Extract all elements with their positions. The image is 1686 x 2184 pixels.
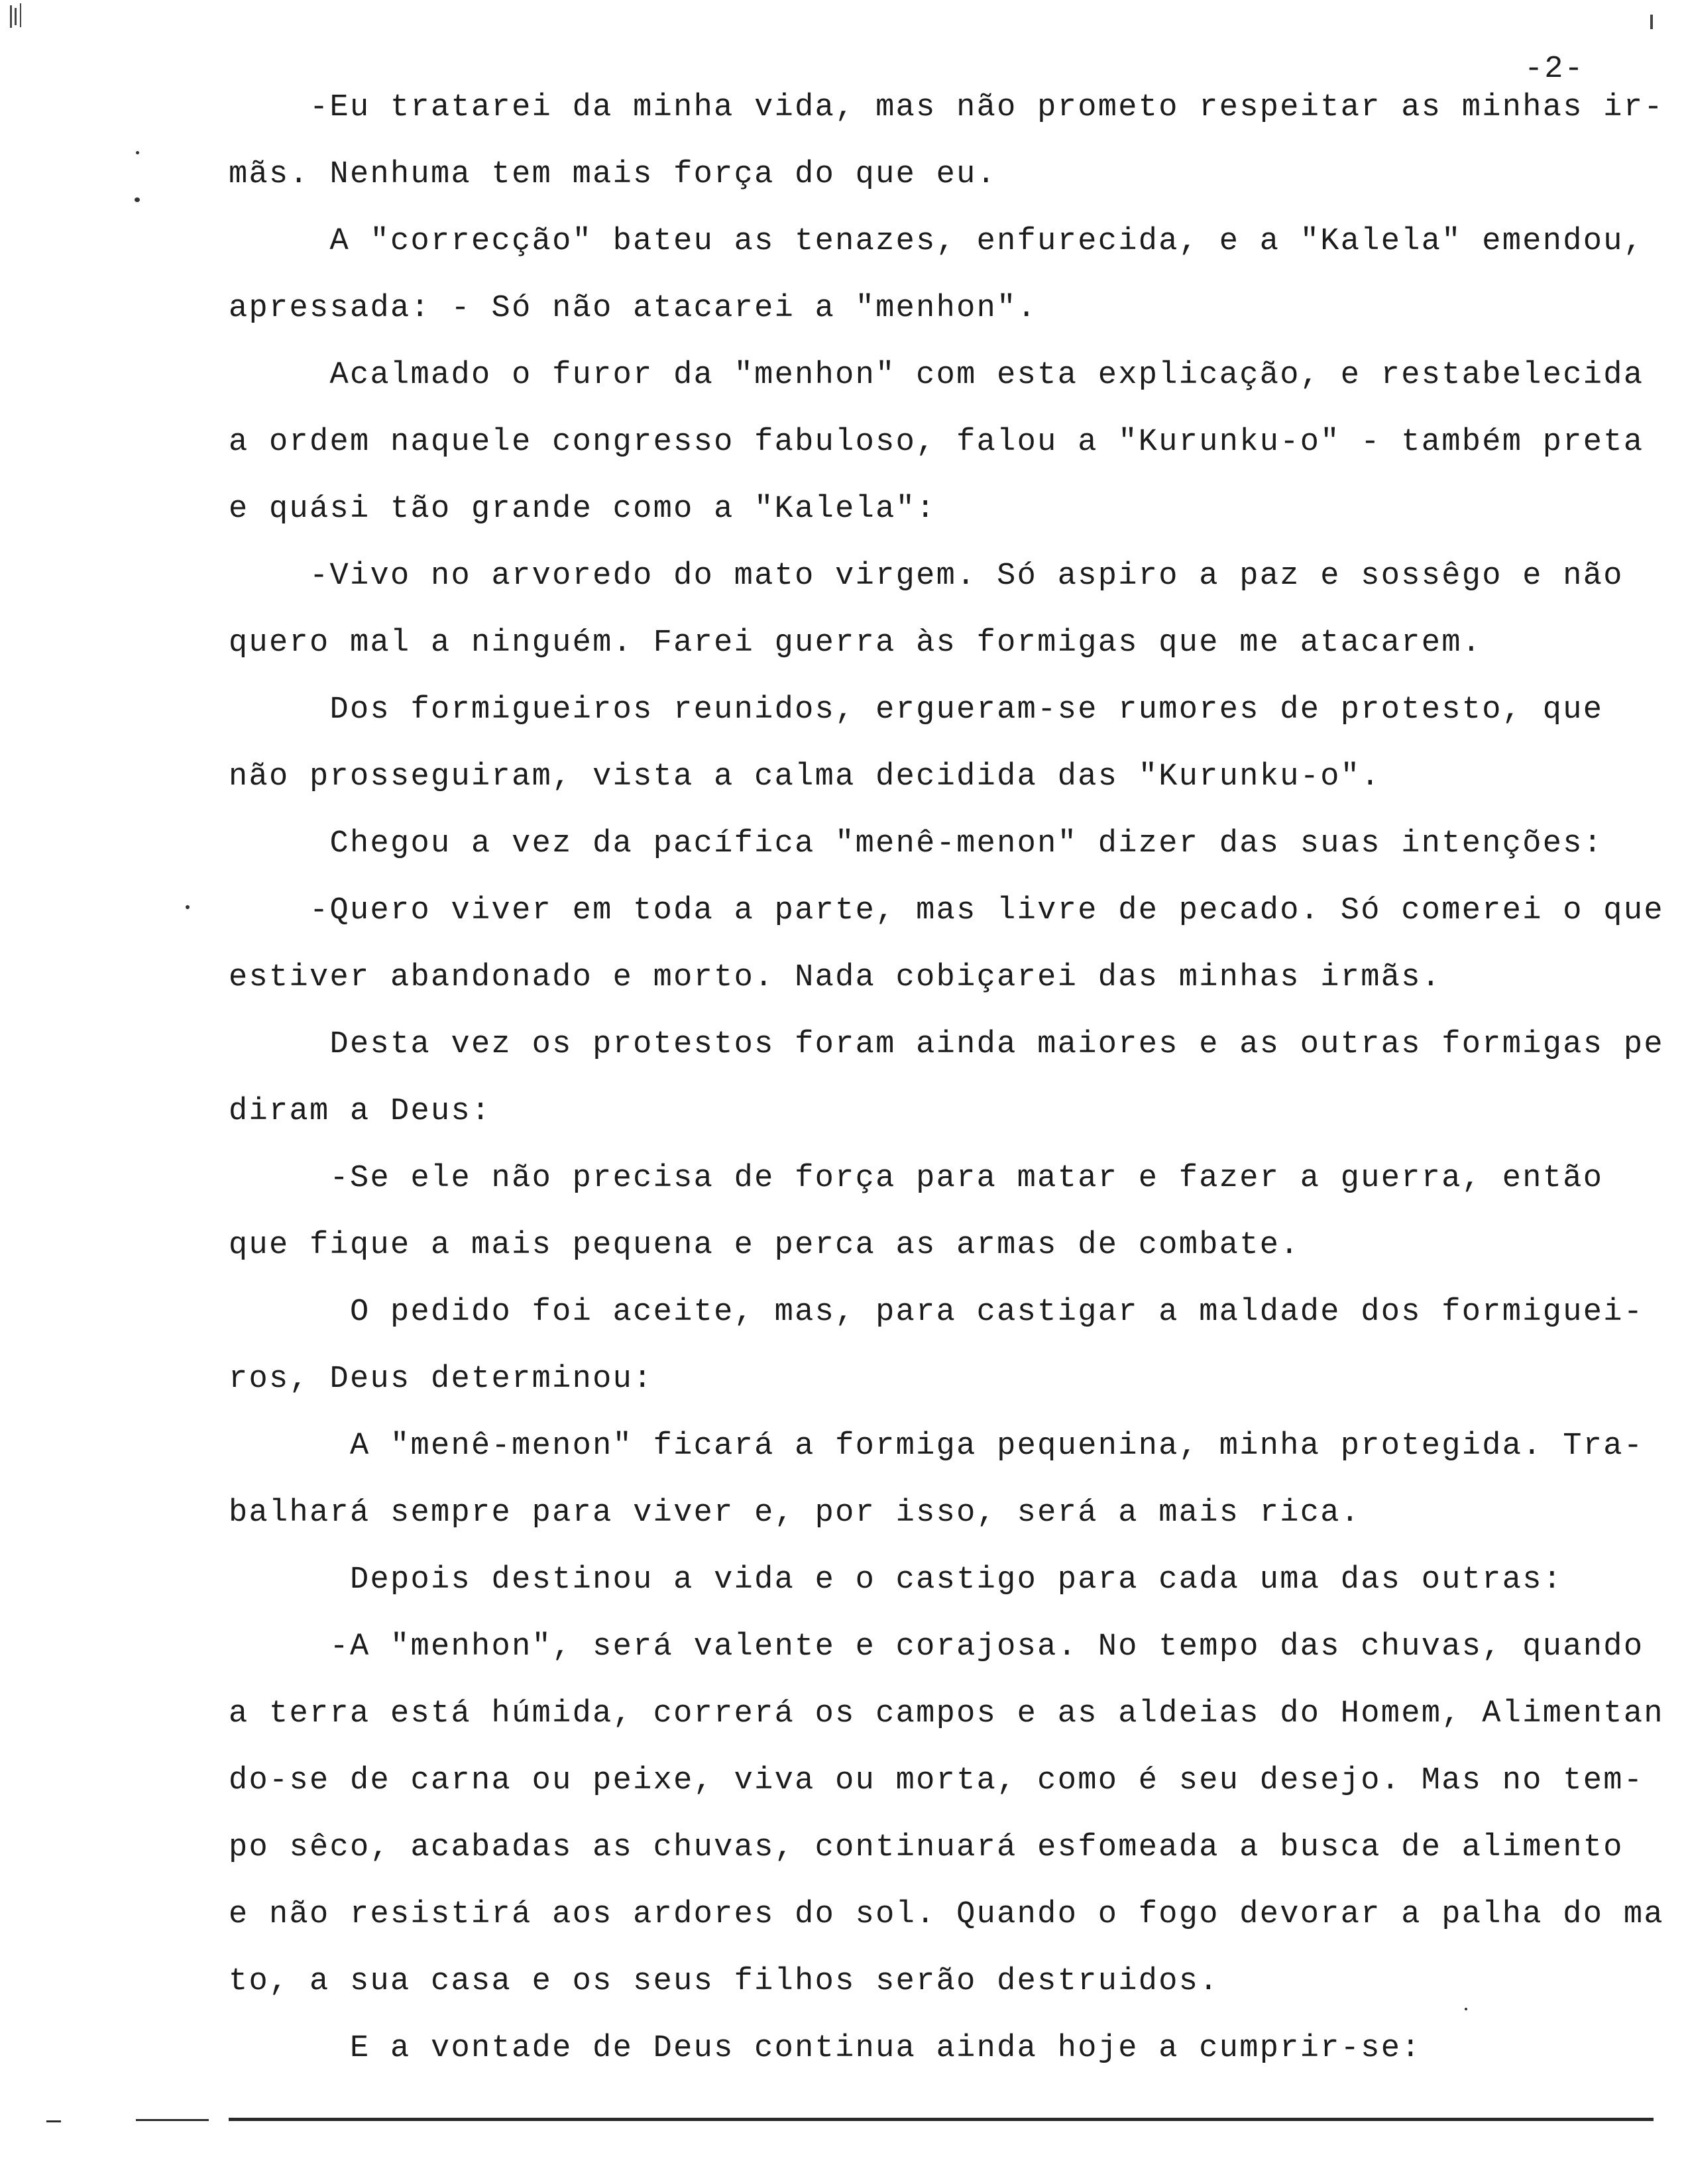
bottom-rule-left bbox=[136, 2119, 209, 2121]
text-line: -Quero viver em toda a parte, mas livre de pecado. Só comerei o que bbox=[229, 893, 1664, 928]
text-line: balhará sempre para viver e, por isso, será a mais rica. bbox=[229, 1496, 1361, 1531]
text-line: a ordem naquele congresso fabuloso, falou a "Kurunku-o" - também preta bbox=[229, 425, 1644, 460]
text-line: ros, Deus determinou: bbox=[229, 1362, 653, 1397]
paper-speck bbox=[186, 905, 190, 909]
text-line: -Vivo no arvoredo do mato virgem. Só aspiro a paz e sossêgo e não bbox=[229, 559, 1624, 594]
text-line: -Se ele não precisa de força para matar e fazer a guerra, então bbox=[229, 1161, 1604, 1196]
page-number: -2- bbox=[1524, 52, 1585, 87]
text-line: -A "menhon", será valente e corajosa. No tempo das chuvas, quando bbox=[229, 1629, 1644, 1665]
text-line: to, a sua casa e os seus filhos serão destruidos. bbox=[229, 1964, 1219, 1999]
text-line: não prosseguiram, vista a calma decidida das "Kurunku-o". bbox=[229, 759, 1381, 794]
text-line: Dos formigueiros reunidos, ergueram-se rumores de protesto, que bbox=[229, 692, 1604, 728]
text-line: e não resistirá aos ardores do sol. Quando o fogo devorar a palha do ma bbox=[229, 1897, 1664, 1932]
text-line: O pedido foi aceite, mas, para castigar a maldade dos formiguei- bbox=[229, 1295, 1644, 1330]
paper-speck bbox=[135, 197, 140, 202]
text-line: estiver abandonado e morto. Nada cobiçarei das minhas irmãs. bbox=[229, 960, 1442, 995]
scan-edge-mark bbox=[1650, 15, 1653, 29]
text-line: e quási tão grande como a "Kalela": bbox=[229, 492, 936, 527]
text-line: po sêco, acabadas as chuvas, continuará esfomeada a busca de alimento bbox=[229, 1830, 1624, 1865]
text-line: a terra está húmida, correrá os campos e as aldeias do Homem, Alimentan bbox=[229, 1696, 1664, 1731]
text-line: que fique a mais pequena e perca as armas de combate. bbox=[229, 1228, 1300, 1263]
body-text bbox=[229, 74, 1664, 2082]
bottom-rule-tick bbox=[46, 2120, 61, 2122]
text-line: Depois destinou a vida e o castigo para cada uma das outras: bbox=[229, 1562, 1563, 1598]
text-line: A "correcção" bateu as tenazes, enfurecida, e a "Kalela" emendou, bbox=[229, 224, 1644, 259]
text-line: mãs. Nenhuma tem mais força do que eu. bbox=[229, 157, 997, 192]
text-line: Chegou a vez da pacífica "menê-menon" dizer das suas intenções: bbox=[229, 826, 1604, 861]
text-line: Acalmado o furor da "menhon" com esta explicação, e restabelecida bbox=[229, 358, 1644, 393]
text-line: -Eu tratarei da minha vida, mas não prometo respeitar as minhas ir- bbox=[229, 90, 1664, 125]
text-line: apressada: - Só não atacarei a "menhon". bbox=[229, 291, 1038, 326]
text-line: quero mal a ninguém. Farei guerra às formigas que me atacarem. bbox=[229, 626, 1483, 661]
text-line: E a vontade de Deus continua ainda hoje a cumprir-se: bbox=[229, 2031, 1422, 2066]
bottom-rule bbox=[229, 2118, 1654, 2121]
scan-edge-mark bbox=[20, 3, 21, 27]
paper-speck bbox=[136, 151, 139, 154]
scan-edge-mark bbox=[15, 8, 17, 25]
scan-edge-mark bbox=[10, 5, 12, 28]
text-line: A "menê-menon" ficará a formiga pequenina, minha protegida. Tra- bbox=[229, 1429, 1644, 1464]
text-line: Desta vez os protestos foram ainda maiores e as outras formigas pe bbox=[229, 1027, 1664, 1062]
text-line: do-se de carna ou peixe, viva ou morta, como é seu desejo. Mas no tem- bbox=[229, 1763, 1644, 1798]
text-line: diram a Deus: bbox=[229, 1094, 492, 1129]
